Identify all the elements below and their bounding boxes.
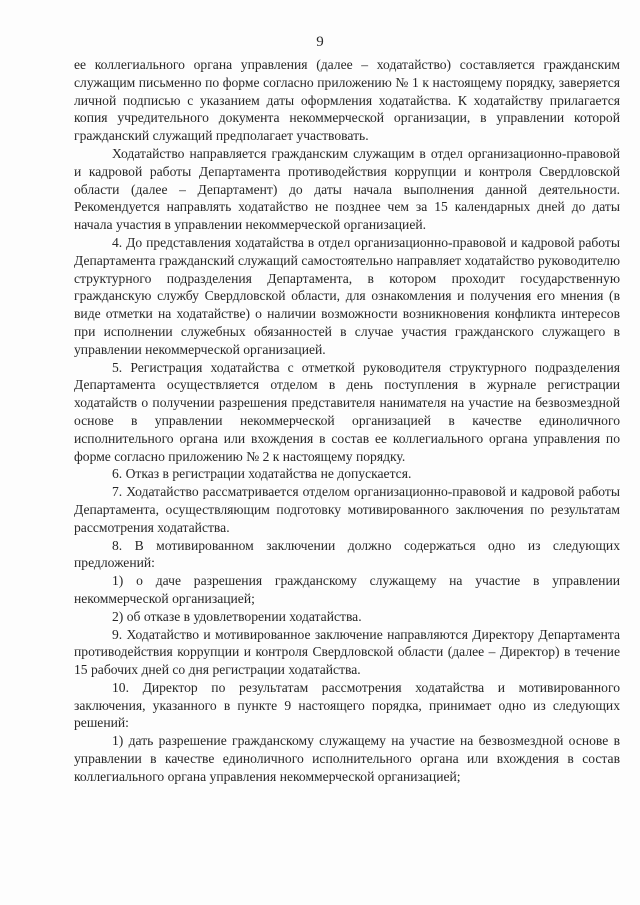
page-number: 9 <box>316 34 324 50</box>
paragraph-petition-form: ее коллегиального органа управления (далее – ходатайство) составляется гражданским служащим письменно по форме согласно приложению № 1 к настоящему порядку, заверяется личной подписью с указанием даты оформления ходатайства. К ходатайству прилагается копия учредительного документа некоммерческой организации, в управлении которой гражданский служащий предполагает участвовать. <box>74 57 620 144</box>
paragraph-item-4: 4. До представления ходатайства в отдел организационно-правовой и кадровой работы Департамента гражданский служащий самостоятельно направляет ходатайство руководителю структурного подразделения Департамента, в котором проходит государственную гражданскую службу Свердловской области, для ознакомления и получения его мнения (в виде отметки на ходатайстве) о наличии возможности возникновения конфликта интересов при исполнении служебных обязанностей в случае участия гражданского служащего в управлении некоммерческой организацией. <box>74 234 620 357</box>
paragraph-item-10: 10. Директор по результатам рассмотрения ходатайства и мотивированного заключения, указанного в пункте 9 настоящего порядка, принимает одно из следующих решений: <box>74 679 620 731</box>
paragraph-item-10-decision-1: 1) дать разрешение гражданскому служащему на участие на безвозмездной основе в управлении в качестве единоличного исполнительного органа или вхождения в состав коллегиального органа управления некоммерческой организацией; <box>74 733 620 784</box>
document-body <box>74 56 620 786</box>
paragraph-item-7: 7. Ходатайство рассматривается отделом организационно-правовой и кадровой работы Департамента, осуществляющим подготовку мотивированного заключения по результатам рассмотрения ходатайства. <box>74 484 620 535</box>
paragraph-item-6: 6. Отказ в регистрации ходатайства не допускается. <box>112 466 412 482</box>
paragraph-petition-submission: Ходатайство направляется гражданским служащим в отдел организационно-правовой и кадровой работы Департамента противодействия коррупции и контроля Свердловской области (далее – Департамент) до даты начала выполнения данной деятельности. Рекомендуется направлять ходатайство не позднее чем за 15 календарных дней до даты начала участия в управлении некоммерческой организацией. <box>74 145 620 233</box>
paragraph-item-9: 9. Ходатайство и мотивированное заключение направляются Директору Департамента противодействия коррупции и контроля Свердловской области (далее – Директор) в течение 15 рабочих дней со дня регистрации ходатайства. <box>74 626 620 678</box>
paragraph-item-8-option-1: 1) о даче разрешения гражданскому служащему на участие в управлении некоммерческой организацией; <box>74 573 620 606</box>
paragraph-item-8-option-2: 2) об отказе в удовлетворении ходатайства. <box>112 608 362 624</box>
paragraph-item-5: 5. Регистрация ходатайства с отметкой руководителя структурного подразделения Департамента осуществляется отделом в день поступления в журнале регистрации ходатайств о получении разрешения представителя нанимателя на участие на безвозмездной основе в управлении некоммерческой организацией в качестве единоличного исполнительного органа или вхождения в состав ее коллегиального органа управления по форме согласно приложению № 2 к настоящему порядку. <box>74 359 620 464</box>
paragraph-item-8: 8. В мотивированном заключении должно содержаться одно из следующих предложений: <box>74 537 620 571</box>
